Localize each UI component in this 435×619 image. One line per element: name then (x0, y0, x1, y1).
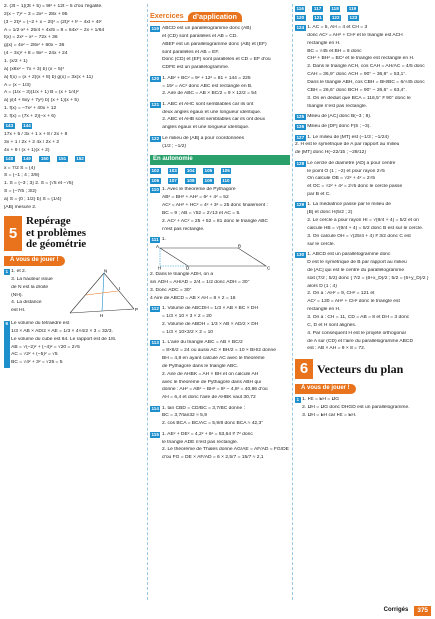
answer-line: de N est la droite (11, 284, 49, 290)
answer-line: a) S = {0 ; 1/2} b) S = {1/4} (4, 197, 62, 203)
answer-line: 1. et 2. (11, 268, 27, 274)
exercise-127: 127 1. Le milieu de [MT] est (−1/3 ; −1/24) 2. H est le symétrique de A par rapport au milieu de [MT] donc H(−22/15 ; −29/12) (295, 135, 431, 159)
answer-line: Le volume du cube est 64. Le rapport est de 1/6. (11, 336, 117, 342)
answer-line: 3. On en déduit que B̂CA = 116,5° ≠ 90° donc le (307, 95, 411, 101)
section-title: Vecteurs du plan (317, 361, 404, 376)
answer-line: 3. On calcule OH = √(25/4 + 4) ≠ 3/2 donc C est (307, 233, 411, 239)
answer-line: Le volume du tétraèdre est (11, 320, 70, 326)
exercise-120: 120 1. AB² + BC² = 9² + 12² = 81 + 144 = 225 = 15² = AC² donc ABC est rectangle en B. 2. Aire de ABC = AB × BC/2 = 9 × 12/2 = 54 (150, 76, 290, 100)
answer-line: 2. H est le symétrique de A par rapport au milieu (295, 142, 400, 148)
answer-line: de [AC] qui est le centre du parallélogramme (307, 267, 405, 273)
answer-line: calcule HB = √(9/4 + 4) = 5/2 donc B est sur le cercle. (307, 226, 424, 232)
answer-line: ĈBH = 26,6° donc B̂CH = 90° − 26,6° = 63,4°. (307, 87, 407, 93)
warmup-label: À vous de jouer ! (295, 384, 356, 394)
exercise-number: 6 (4, 321, 10, 368)
answer-line: A = (1/x − 3)(1/x + 1) B = (x + 1/4)² (4, 90, 79, 96)
answer-line: rectangle en H. (307, 40, 341, 46)
answer-line: donc AC² = AH² + CH² et le triangle est ACH (307, 32, 403, 38)
answer-line: alors D (1 ; 4) (307, 283, 337, 289)
answer-line: le point O (1 ; −2) et pour rayon 2√5 (307, 168, 385, 174)
fig-label: C (267, 265, 271, 271)
answer-line: 4 Aire de ABCD = AB × AH = 8 × 2 = 16 (150, 295, 236, 301)
answer-line: 1. ABCD est un parallélogramme donc (307, 252, 391, 258)
fig-label: N (104, 268, 108, 274)
answer-line: 2. (3t − 1)(3t + 5) = 9t² + 12t − 5 d’où l’égalité. (4, 4, 103, 9)
exercise-number-row (4, 123, 145, 130)
answers-block-equations (4, 166, 145, 212)
answer-line: soit (7/2 ; 5/2) donc { 7/2 = (6+x_D)/2 ; 5/2 = (5+y_D)/2 } (307, 275, 429, 281)
answer-line: S = {−7/5 ; 3/2} (4, 189, 37, 195)
answers-block-algebra (4, 4, 145, 121)
answer-line: 1/3 × AB × AD/2 × AE = 1/3 × 4×4/2 × 3 = 32/3. (11, 328, 113, 334)
answer-line: CDFE est un parallélogramme. (162, 65, 230, 71)
answer-line: 1. S = {−3 ; 3} 2. S = {√5 et −√5} (4, 181, 74, 187)
answer-line: BH = 4,8 en ayant calculé AC avec le théorème (162, 355, 265, 361)
answers-block-geometry (11, 321, 116, 368)
parallelogram-figure (154, 244, 274, 270)
page-footer (384, 606, 431, 616)
answer-line: 1. AC = 5, AH = 4 et CH = 3 (307, 24, 368, 30)
exercise-number: 116 (296, 6, 304, 11)
answer-line: f(x) = 2x² − x² − 72x + 36 (4, 35, 58, 41)
warmup-exercise: 1 1. F⃗E = E⃗H = D⃗G 2. D⃗H = D⃗G donc DHGD est un parallélogramme. 3. D⃗H = E⃗H car F⃗E = E⃗H. (295, 397, 431, 421)
answer-line: par B et C. (307, 192, 331, 198)
answer-line: sin ÂDH = AH/AD = 2/4 = 1/2 donc ÂDH = 30° (150, 280, 250, 286)
exercise-number: 119 (348, 6, 357, 11)
answer-line: 1. Volume de ABCDH = 1/3 × AB × BC × DH (162, 306, 258, 312)
answer-line: 1. f(x) = −7x² + 40x + 12 (4, 106, 57, 112)
fig-label: I (119, 285, 121, 291)
answer-line: = 8×6/2 = 24 ou aussi AC × BH/2 = 10 × BH/2 donne (162, 348, 276, 354)
exercise-number-row (295, 15, 431, 22)
answer-line: ABEF est un parallélogramme donc (AB) et (EF) (162, 41, 267, 47)
exercise-number: 109 (204, 177, 213, 183)
answer-line: Dans le triangle ABH, cos ĈBH = BH/BC = 6/√45 donc (307, 79, 425, 85)
exercise-number-row (295, 6, 431, 13)
exercise-number: 152 (76, 156, 84, 162)
exercise-number: 121 (314, 15, 322, 21)
column-divider (147, 4, 148, 600)
answer-line: a) (x6x² − 7x + 3) b) (x − 5)³ (4, 66, 64, 72)
answer-line: 1. ABC et AHC sont semblables car ils ont (162, 101, 254, 107)
exercise-number-row (4, 156, 145, 163)
answer-line: 2. f(x) = (7x + 2)(−x + 6) (4, 114, 56, 120)
answer-line: AC² = AH² + HC² = 4² + 3² = 25 donc finalement : (162, 202, 268, 208)
tab-exercises: Exercices (150, 11, 188, 22)
answer-line: A = (x − 1/3) (4, 82, 31, 88)
triangle-figure (66, 269, 140, 319)
fig-label: D (186, 265, 190, 271)
fig-label: H (158, 265, 162, 271)
answer-line: 3. On a : CH = 11, CD = AB = 8 et DH = 3 donc (307, 315, 410, 321)
answer-line: 2. D⃗H = D⃗G donc DHGD est un parallélogramme. (302, 404, 410, 410)
fig-label: P (135, 306, 139, 312)
answer-line: Le cercle de diamètre [AD] a pour centre (307, 160, 396, 166)
exercise-125: 125 Milieu de [AC] donc B(−3 ; 8). (295, 114, 431, 122)
answer-line: angles égaux et une longueur identique. (162, 125, 250, 131)
answer-line: 2(x − 7)² − 3 = 2x² − 28x + 95 (4, 11, 68, 17)
answer-line: 1. La médiatrice passe par le milieu de (307, 202, 391, 208)
answer-line: a) y(4 + 6xy + 7y²) b) (x + 1)(x + 5) (4, 98, 79, 104)
exercise-number: 110 (222, 177, 230, 183)
answer-line: a) f(x) = (x + 2)(x + 8) b) g(x) = 3x(x + 11) (4, 74, 93, 80)
exercise-number: 103 (169, 168, 177, 174)
answer-line: sont parallèles et AB = EF. (162, 49, 220, 55)
exercise-112: 112 1. Volume de ABCDH = 1/3 × AB × BC × DH = 1/3 × 10 × 3 × 2 = 20 2. Volume de ABDH = 1/3 × AB × AD/2 × DH = 1/3 × 10×3/2 × 2 = 10 (150, 306, 290, 337)
answer-line: avec le théorème de Pythagore dans ABH qui (162, 379, 261, 385)
answer-line: rectangle en H. (307, 307, 341, 313)
answer-line: 2. Aire de AHBK = AH × BH et on calcule AH (162, 371, 259, 377)
exercise-number: 149 (23, 156, 31, 162)
answer-line: AH = 6,4 et donc l’aire de AHBK vaut 30,72 (162, 395, 256, 401)
exercise-number: 117 (313, 6, 322, 11)
answer-line: deux angles égaux et une longueur identique. (162, 109, 262, 115)
answer-line: 2. ABC et AHB sont semblables car ils ont deux (162, 117, 266, 123)
answer-line: 1. tan ĈBD = CD/BC = 3,7/BC donne : (162, 405, 245, 411)
answer-line: 1. AE² + DE² = 4,2² + 6² = 53,64 ≠ 7² donc (162, 431, 253, 437)
answer-line: Donc (CD) et (EF) sont parallèles et CD = EF d’où (162, 57, 271, 63)
fig-label: B (238, 244, 242, 249)
answer-line: [AB] mesure 2. (4, 204, 37, 210)
exercise-119: 119 ABCD est un parallélogramme donc (AB) et (CD) sont parallèles et AB = CD. ABEF est un parallélogramme donc (AB) et (EF) sont parallèles et AB = EF. Donc (CD) et (EF) sont parallèles et CD = EF d’où CDFE est un parallélogramme. (150, 26, 290, 73)
answer-line: AC² = 130 = AH² + CH² donc le triangle est (307, 299, 400, 305)
answer-line: 1. F⃗E = E⃗H = D⃗G (302, 397, 340, 403)
exercise-number: 107 (169, 177, 177, 183)
exercise-126: 126 Milieu de [DF] donc F(5 ; −3). (295, 124, 431, 132)
answer-line: et OC = √2² + 4² = 2√5 donc le cercle passe (307, 184, 403, 190)
answer-line: 2. On a : AH² = 9, CH² = 121 et (307, 291, 375, 297)
exercise-number: 105 (204, 168, 213, 174)
answers-block-fractions (4, 132, 145, 154)
answer-line: triangle n’est pas rectangle. (307, 103, 368, 109)
answer-line: C, D et H sont alignés. (307, 322, 357, 328)
answer-line: D est le symétrique de B par rapport au milieu (307, 260, 407, 265)
section-number: 5 (4, 216, 22, 251)
answer-line: AC = √2² + (−5)² = √5 (11, 352, 58, 358)
section-title: Repérage et problèmes de géométrie (26, 215, 87, 251)
exercise-number-row (150, 178, 290, 185)
answer-line: 3. D⃗H = E⃗H car F⃗E = E⃗H. (302, 412, 357, 418)
answer-line: 1. L’aire du triangle ABC = AB × BC/2 (162, 340, 243, 346)
answer-line: BC = 3,7/tan32 ≈ 5,9 (162, 413, 207, 419)
exercise-number: 123 (349, 15, 358, 21)
answer-line: d’ou FG = DE × AF/AD = 6 × 2,5/7 = 15/7 ≈ 2,1 (162, 455, 264, 461)
exercises-tab-header (150, 10, 290, 22)
exercise-number: 108 (186, 177, 195, 183)
exercise-number: 144 (23, 122, 31, 128)
answer-line: CH² + BH² = BC² et le triangle est rectangle en H. (307, 56, 415, 62)
answer-line: (3 − 2t)² = (−2 + x − 2t)² = (2t)² + t² − 4xt + 4t² (4, 19, 102, 25)
answer-line: = 15² = AC² donc ABC est rectangle en B. (162, 83, 253, 89)
answer-line: 2. Dans le triangle ADH, on a (150, 272, 214, 278)
answer-line: AB = √(−2)² + (−4)² = √20 = 2√5 (11, 344, 80, 350)
answer-line: BC = √45 et BH = 6 donc (307, 48, 362, 54)
answer-line: 4. La distance (11, 300, 42, 306)
answer-line: 1. AB² + BC² = 9² + 12² = 81 + 144 = 225 (162, 75, 251, 81)
fig-label: H (100, 312, 104, 318)
exercise-number-row (150, 168, 290, 175)
answer-line: BC = 9 ; AB = √52 = 2√13 et AC = 5. (162, 210, 241, 216)
answer-line: 2. Aire de ABC = AB × BC/2 = 9 × 12/2 = 54 (162, 91, 257, 97)
exercise-113: 113 1. L’aire du triangle ABC = AB × BC/2 = 8×6/2 = 24 ou aussi AC × BH/2 = 10 × BH/2 donne BH = 4,8 en ayant calculé AC avec le théorème de Pythagore dans le triangle ABC. 2. Aire de AHBK = AH × BH et on calcule AH avec le théorème de Pythagore dans ABH qui donne : AH² = AB² − BH² = 8² − 4,8² = 40,96 d’où AH = 6,4 et donc l’aire de AHBK vaut 30,72 (150, 340, 290, 403)
exercise-121: 121 1. ABC et AHC sont semblables car ils ont deux angles égaux et une longueur identique. 2. ABC et AHB sont semblables car ils ont deux angles égaux et une longueur identique. (150, 102, 290, 133)
exercise-number: 120 (296, 15, 305, 21)
section-number: 6 (295, 359, 313, 379)
exercise-114: 114 1. tan ĈBD = CD/BC = 3,7/BC donne : BC = 3,7/tan32 ≈ 5,9 2. cos B̂CA = BC/AC = 5,9/8 donc B̂CA ≈ 42,3° (150, 406, 290, 430)
exercise-number: 150 (40, 156, 49, 162)
answer-line: 3. La hauteur issue (11, 276, 53, 282)
column-2 (150, 4, 290, 615)
answer-line: = 1/3 × 10 × 3 × 2 = 20 (162, 314, 212, 320)
answer-line: ABCD est un parallélogramme donc (AB) (162, 26, 252, 31)
exercise-number: 106 (151, 177, 160, 183)
answer-line: 1. Avec le théorème de Pythagore (162, 187, 236, 193)
page-number: 375 (414, 606, 431, 616)
exercise-110: 110 1. Avec le théorème de Pythagore AB² = BH² + AH² = 6² + 4² = 52 AC² = AH² + HC² = 4² + 3² = 25 donc finalement : BC = 9 ; AB = √52 = 2√13 et AC = 5. 2. AC² + AC² = 25 + 52 = 81 donc le triangle ABC n’est pas rectangle. (150, 187, 290, 234)
answer-line: x = 7/2 S = {4} (4, 165, 35, 171)
answer-line: 3x + 1 / 2x + 2 4x / 2x + 2 (4, 139, 60, 145)
answer-line: Le milieu de [AB] a pour coordonnées (162, 135, 245, 141)
answer-line: g(x) = 4x² − 28x² + 60x − 36 (4, 43, 65, 49)
answer-line: de A sur (CD) et l’aire du parallélogramme ABCD (307, 338, 414, 344)
answer-line: 1. (x/2 + 1) (4, 59, 28, 65)
answer-line: est : AB × AH = 9 × 8 = 72. (307, 346, 366, 352)
exercise-128: 128 Le cercle de diamètre [AD] a pour centre le point O (1 ; −2) et pour rayon 2√5 On calcule OB = √2² + 4² = 2√5 et OC = √2² + 4² = 2√5 donc le cercle passe par B et C. (295, 161, 431, 200)
exercise-115: 115 1. AE² + DE² = 4,2² + 6² = 53,64 ≠ 7² donc le triangle ADE n’est pas rectangle. 2. Le théorème de Thalès donne AG/AE = AF/AD = FG/DE d’ou FG = DE × AF/AD = 6 × 2,5/7 = 15/7 ≈ 2,1 (151, 431, 289, 461)
exercise-number: 104 (186, 168, 195, 174)
answer-line: 2. Dans le triangle ACH, cos ĈAH = AH/AC = 4/5 donc (307, 64, 425, 70)
answer-line: sur le cercle. (307, 241, 335, 247)
answer-line: de Pythagore dans le triangle ABC. (162, 363, 239, 369)
column-divider (292, 4, 293, 600)
exercise-124: 124 1. AC = 5, AH = 4 et CH = 3 donc AC² = AH² + CH² et le triangle est ACH rectangle en H. BC = √45 et BH = 6 donc CH² + BH² = BC² et le triangle est rectangle en H. 2. Dans le triangle ACH, cos ĈAH = AH/AC = 4/5 donc ĈAH = 36,9° donc ÂCH = 90° − 36,9° = 53,1°. Dans le triangle ABH, cos ĈBH = BH/BC = 6/√45 donc ĈBH = 26,6° donc B̂CH = 90° − 26,6° = 63,4°. 3. On en déduit que B̂CA = 116,5° ≠ 90° donc le triangle n’est pas rectangle. (295, 25, 431, 111)
answer-line: 17x + 5 / 3x + 1 x + 8 / 2x + 8 (4, 131, 68, 137)
exercise-number: 102 (151, 168, 160, 174)
answer-line: donne : AH² = AB² − BH² = 8² − 4,8² = 40,96 d’où (162, 387, 268, 393)
answer-line: ĈAH = 36,9° donc ÂCH = 90° − 36,9° = 53,1°. (307, 72, 407, 78)
answer-line: [B] et donc H(5/2 ; 2) (307, 210, 353, 216)
tab-application: d’application (188, 12, 242, 22)
answer-line: de [MT] donc H(−22/15 ; −29/12) (295, 150, 366, 156)
answer-line: 3. Donc ÂDC = 30° (150, 288, 192, 294)
answer-line: (1/2 ; −1/2) (162, 143, 187, 149)
exercise-number: 122 (331, 15, 340, 21)
answer-line: n’est pas rectangle. (162, 226, 205, 232)
answer-line: S = {−1 ; 4 ; 3/8} (4, 173, 40, 179)
exercise-130: 130 1. ABCD est un parallélogramme donc D est le symétrique de B par rapport au milieu de [AC] qui est le centre du parallélogramme soit (7/2 ; 5/2) donc { 7/2 = (6+x_D)/2 ; 5/2 = (5+y_D)/2 } alors D (1 ; 4) 2. On a : AH² = 9, CH² = 121 et AC² = 130 = AH² + CH² donc le triangle est rectangle en H. 3. On a : CH = 11, CD = AB = 8 et DH = 3 donc C, D et H sont alignés. 4. Par conséquent H est le projeté orthogonal de A sur (CD) et l’aire du parallélogramme ABCD est : AB × AH = 9 × 8 = 72. (295, 252, 431, 354)
answer-line: (4 − 3x)² + 8 = 9x² − 24x + 24 (4, 51, 68, 57)
answer-line: AB² = BH² + AH² = 6² + 4² = 52 (162, 195, 229, 201)
answer-line: 4. Par conséquent H est le projeté orthogonal (307, 330, 406, 336)
answer-line: le triangle ADE n’est pas rectangle. (162, 439, 239, 445)
exercise-number: 143 (5, 122, 14, 128)
answer-line: est HI. (11, 308, 26, 314)
answer-line: 2. Le cercle a pour rayon HI = √(9/4 + 4) = 5/2 et on (307, 218, 419, 224)
answer-line: 1. Le milieu de [MT] est (−1/3 ; −1/24) (307, 134, 389, 140)
warmup-label: À vous de jouer ! (4, 256, 65, 266)
warmup-exercise (4, 269, 145, 319)
answer-line: (NH). (11, 292, 23, 298)
exercise-122: 122 Le milieu de [AB] a pour coordonnées (1/2 ; −1/2) (150, 136, 290, 152)
answer-line: Milieu de [DF] donc F(5 ; −3). (307, 124, 371, 130)
exercise-number: 151 (58, 156, 67, 162)
answer-line: A = 1/2·x² + 25/4 + 4x/5 = 8 = 64x² − 2x + 1/64 (4, 27, 105, 33)
answer-line: BC = √4² + 3² = √25 = 5 (11, 360, 63, 366)
exercise-number: 105 (222, 168, 230, 174)
exercise-129: 129 1. La médiatrice passe par le milieu de [B] et donc H(5/2 ; 2) 2. Le cercle a pour rayon HI = √(9/4 + 4) = 5/2 et on calcule HB = √(9/4 + 4) = 5/2 donc B est sur le cercle. 3. On calcule OH = √(25/4 + 4) ≠ 3/2 donc C est sur le cercle. (295, 202, 431, 249)
warmup-answer: 1 1. et 2. 3. La hauteur issue de N est la droite (NH). 4. La distance est HI. (5, 268, 53, 314)
section-header (4, 216, 145, 251)
answer-line: = 1/3 × 10×3/2 × 2 = 10 (162, 329, 214, 335)
answer-line: 2. Le théorème de Thalès donne AG/AE = AF/AD = FG/DE (162, 447, 289, 453)
answer-line: 2. AC² + AC² = 25 + 52 = 81 donc le triangle ABC (162, 218, 269, 224)
answer-line: 4x + 9 / (x + 1)(x + 2) (4, 147, 50, 153)
section-header (295, 359, 431, 379)
footer-label: Corrigés (383, 606, 409, 613)
answer-line: 2. Volume de ABDH = 1/3 × AB × AD/2 × DH (162, 322, 259, 328)
exercise-number: 148 (5, 156, 14, 162)
answer-line: On calcule OB = √2² + 4² = 2√5 (307, 176, 376, 182)
fig-label: A (156, 244, 160, 250)
column-3 (295, 4, 431, 615)
answer-line: 2. cos B̂CA = BC/AC = 5,9/8 donc B̂CA ≈ 42,3° (162, 421, 264, 427)
column-1 (4, 4, 145, 615)
exercise-number: 118 (331, 6, 339, 11)
exercise-111: 111 1. A B C D H 2. Dans le triangle ADH, on a sin ÂDH = AH/AD = 2/4 = 1/2 donc ÂDH = 30° 3. Donc ÂDC = 30° 4 Aire de ABCD = AB × AH = 8 × 2 = 16 (150, 237, 290, 304)
answer-line: Milieu de [AC] donc B(−3 ; 8). (307, 113, 372, 119)
answer-line: et (CD) sont parallèles et AB = CD. (162, 33, 238, 39)
autonomy-banner: En autonomie (150, 155, 290, 165)
